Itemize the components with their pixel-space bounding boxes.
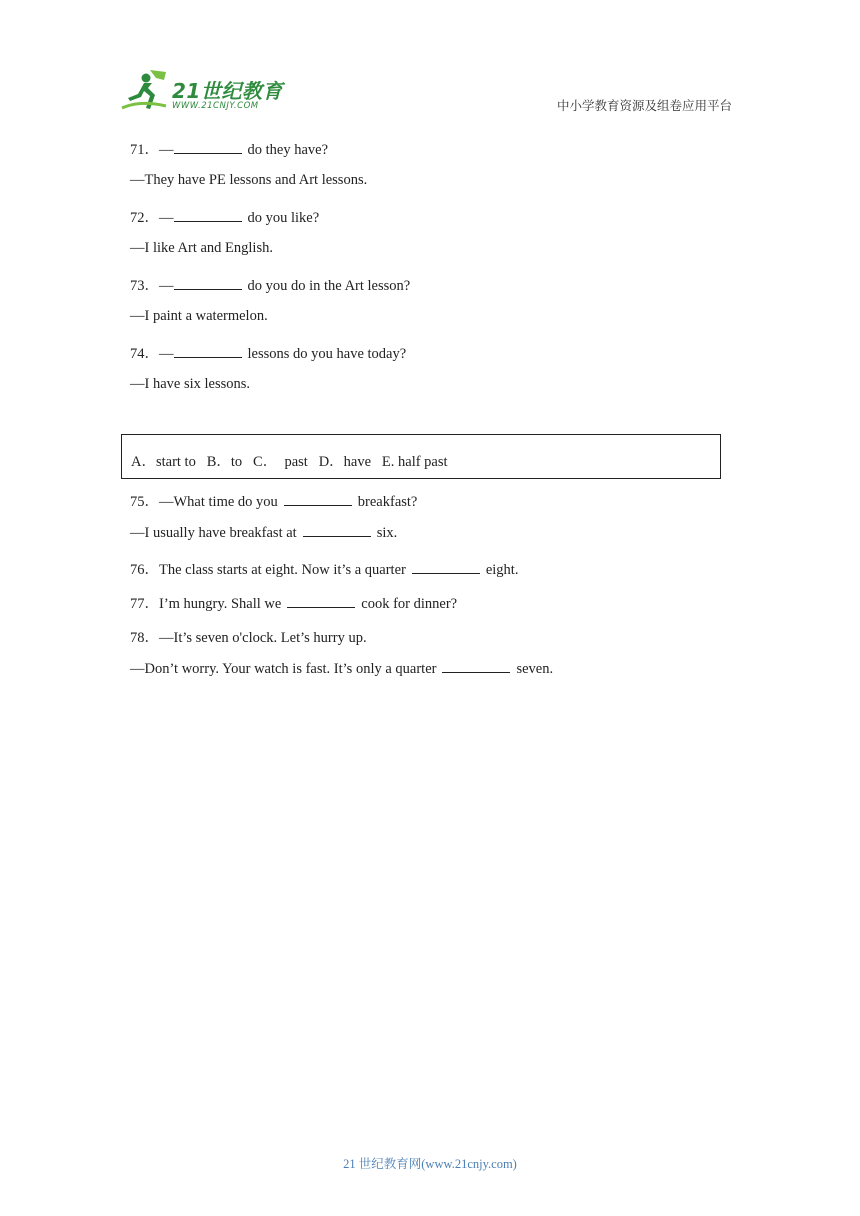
question-72: 72．— do you like? [130, 210, 320, 226]
answer-blank[interactable] [174, 345, 242, 358]
answer-blank[interactable] [442, 660, 510, 673]
answer-73: —I paint a watermelon. [130, 308, 268, 324]
question-78: 78．—It’s seven o'clock. Let’s hurry up. [130, 630, 367, 646]
answer-blank[interactable] [412, 561, 480, 574]
answer-75: —I usually have breakfast at six. [130, 525, 398, 541]
answer-blank[interactable] [303, 524, 371, 537]
runner-logo-icon [120, 68, 170, 114]
answer-blank[interactable] [174, 277, 242, 290]
answer-72: —I like Art and English. [130, 240, 273, 256]
question-77: 77．I’m hungry. Shall we cook for dinner? [130, 596, 458, 612]
answer-71: —They have PE lessons and Art lessons. [130, 172, 368, 188]
logo-url: WWW.21CNJY.COM [172, 101, 259, 111]
options-box [121, 434, 721, 479]
header-platform-title: 中小学教育资源及组卷应用平台 [556, 98, 732, 113]
answer-78: —Don’t worry. Your watch is fast. It’s only a quarter seven. [130, 661, 554, 677]
page-footer: 21 世纪教育网(www.21cnjy.com) [343, 1157, 517, 1171]
question-76: 76．The class starts at eight. Now it’s a quarter eight. [130, 562, 519, 578]
answer-blank[interactable] [174, 141, 242, 154]
answer-blank[interactable] [284, 493, 352, 506]
question-75: 75．—What time do you breakfast? [130, 494, 418, 510]
logo [120, 68, 290, 114]
answer-blank[interactable] [174, 209, 242, 222]
question-73: 73．— do you do in the Art lesson? [130, 278, 411, 294]
page-header [120, 68, 732, 114]
options-list: A．start to B．to C． past D．have E. half past [131, 454, 448, 470]
question-71: 71．— do they have? [130, 142, 329, 158]
answer-blank[interactable] [287, 595, 355, 608]
logo-text: 21世纪教育 [172, 79, 283, 103]
answer-74: —I have six lessons. [130, 376, 251, 392]
question-74: 74．— lessons do you have today? [130, 346, 407, 362]
